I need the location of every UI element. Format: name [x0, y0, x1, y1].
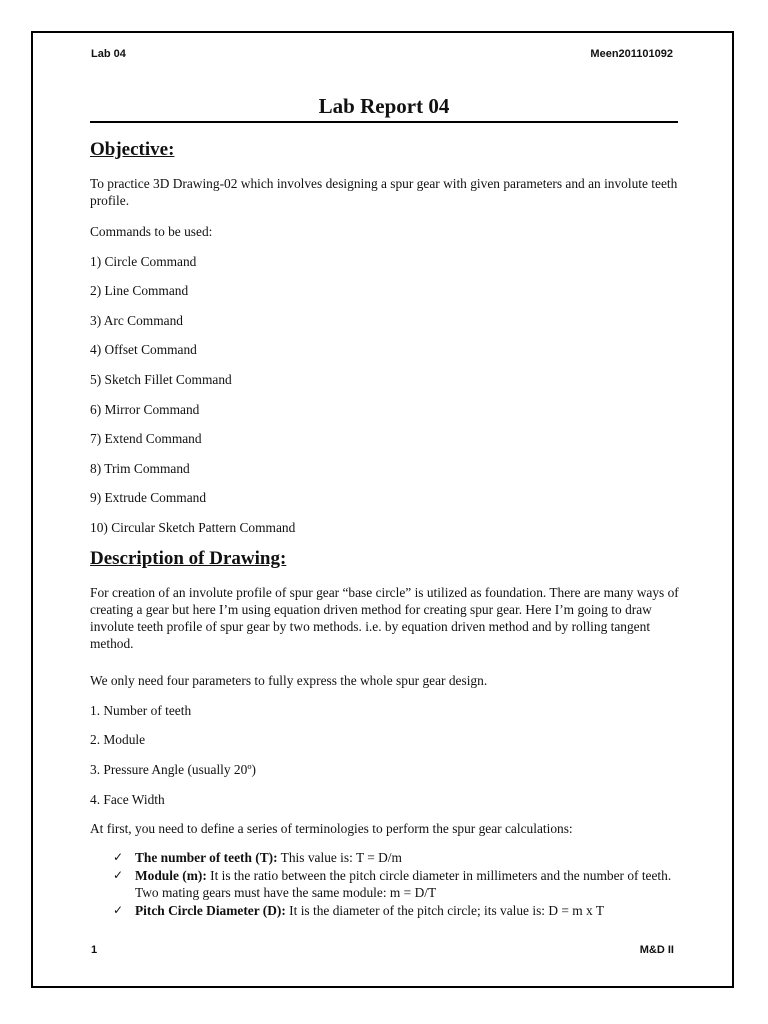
- header-left: Lab 04: [91, 48, 126, 60]
- command-item: 10) Circular Sketch Pattern Command: [90, 520, 296, 535]
- objective-heading: Objective:: [90, 139, 175, 160]
- header-right: Meen201101092: [590, 48, 673, 60]
- term-text: It is the diameter of the pitch circle; its value is: D = m x T: [285, 903, 605, 918]
- objective-intro: To practice 3D Drawing-02 which involves designing a spur gear with given parameters and an involute teeth profile.: [90, 176, 678, 208]
- term-label: The number of teeth (T):: [135, 850, 278, 865]
- description-paragraph: For creation of an involute profile of spur gear “base circle” is utilized as foundation. There are many ways of creating a gear but here I’m using equation driven method for creating spur gear. Here I’m going to draw involute teeth profile of spur gear by two methods. i.e. by equation driven method and by rolling tangent method.: [90, 585, 679, 651]
- term-text: It is the ratio between the pitch circle diameter in millimeters and the number of teeth. Two mating gears must have the same module: m = D/T: [135, 868, 672, 900]
- command-item: 9) Extrude Command: [90, 490, 207, 505]
- footer-right: M&D II: [639, 944, 674, 956]
- term-text: This value is: T = D/m: [277, 850, 402, 865]
- description-heading: Description of Drawing:: [90, 548, 287, 569]
- command-item: 7) Extend Command: [90, 431, 202, 446]
- terminology-list: [113, 849, 683, 920]
- page-number: 1: [91, 944, 98, 956]
- list-item: [113, 902, 683, 919]
- command-item: 3) Arc Command: [90, 313, 183, 328]
- command-item: 5) Sketch Fillet Command: [90, 372, 232, 387]
- command-item: 2) Line Command: [90, 283, 189, 298]
- commands-label: Commands to be used:: [90, 224, 213, 239]
- param-item: 2. Module: [90, 732, 146, 747]
- title-rule: [90, 121, 678, 123]
- command-item: 6) Mirror Command: [90, 402, 200, 417]
- param-item: 3. Pressure Angle (usually 20º): [90, 762, 256, 777]
- list-item: [113, 867, 683, 901]
- term-label: Module (m):: [135, 868, 207, 883]
- checkmark-icon: ✓: [113, 868, 124, 882]
- command-item: 1) Circle Command: [90, 254, 197, 269]
- term-label: Pitch Circle Diameter (D):: [135, 903, 286, 918]
- description-paragraph: We only need four parameters to fully express the whole spur gear design.: [90, 673, 488, 688]
- description-paragraph: At first, you need to define a series of terminologies to perform the spur gear calculations:: [90, 821, 573, 836]
- page-title: Lab Report 04: [318, 94, 450, 118]
- list-item: [113, 849, 683, 866]
- param-item: 1. Number of teeth: [90, 703, 192, 718]
- checkmark-icon: ✓: [113, 903, 124, 917]
- param-item: 4. Face Width: [90, 792, 165, 807]
- command-item: 8) Trim Command: [90, 461, 190, 476]
- command-item: 4) Offset Command: [90, 342, 197, 357]
- checkmark-icon: ✓: [113, 850, 124, 864]
